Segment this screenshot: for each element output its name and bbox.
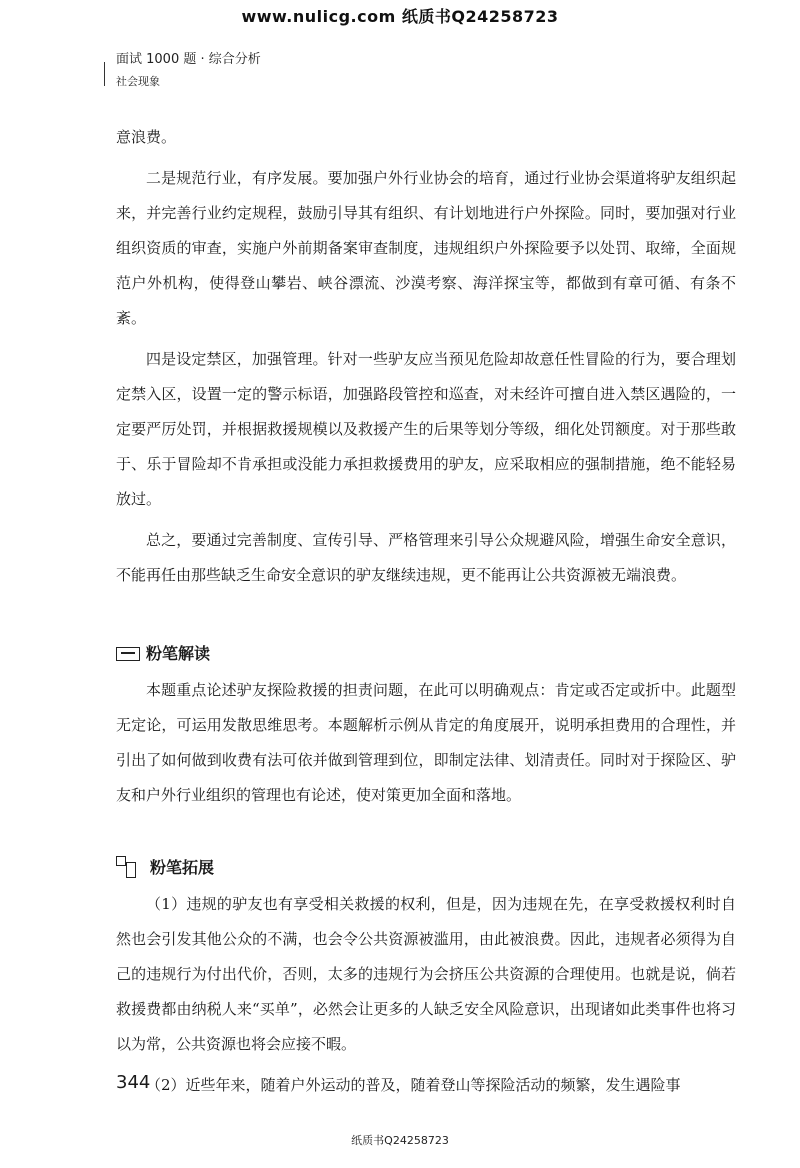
page-number: 344	[116, 1072, 151, 1093]
analysis-heading	[116, 639, 736, 669]
running-header	[116, 48, 261, 89]
book-icon	[116, 647, 140, 661]
paragraph-conclusion: 总之，要通过完善制度、宣传引导、严格管理来引导公众规避风险，增强生命安全意识，不能再任由那些缺乏生命安全意识的驴友继续违规，更不能再让公共资源被无端浪费。	[116, 531, 736, 584]
extension-title: 粉笔拓展	[150, 858, 215, 877]
section-label: 社会现象	[116, 75, 160, 88]
book-title: 面试 1000 题 · 综合分析	[116, 52, 261, 67]
analysis-title: 粉笔解读	[146, 644, 211, 663]
analysis-paragraph: 本题重点论述驴友探险救援的担责问题，在此可以明确观点：肯定或否定或折中。此题型无定论，可运用发散思维思考。本题解析示例从肯定的角度展开，说明承担费用的合理性，并引出了如何做到收费有法可依并做到管理到位，即制定法律、划清责任。同时对于探险区、驴友和户外行业组织的管理也有论述，使对策更加全面和落地。	[116, 681, 736, 804]
bottom-watermark: 纸质书Q24258723	[351, 1134, 449, 1147]
continuation-text: 意浪费。	[116, 128, 177, 146]
extension-item-2: （2）近些年来，随着户外运动的普及，随着登山等探险活动的频繁，发生遇险事	[146, 1076, 681, 1094]
page-content	[116, 120, 736, 1109]
grid-icon	[116, 856, 136, 880]
extension-item-1: （1）违规的驴友也有享受相关救援的权利，但是，因为违规在先，在享受救援权利时自然也会引发其他公众的不满，也会令公共资源被滥用，由此被浪费。因此，违规者必须得为自己的违规行为付出代价，否则，太多的违规行为会挤压公共资源的合理使用。也就是说，倘若救援费都由纳税人来“买单”，必然会让更多的人缺乏安全风险意识，出现诸如此类事件也将习以为常，公共资源也将会应接不暇。	[116, 895, 736, 1053]
paragraph-restricted-zones: 四是设定禁区，加强管理。针对一些驴友应当预见危险却故意任性冒险的行为，要合理划定禁入区，设置一定的警示标语，加强路段管控和巡查，对未经许可擅自进入禁区遇险的，一定要严厉处罚，并根据救援规模以及救援产生的后果等划分等级，细化处罚额度。对于那些敢于、乐于冒险却不肯承担或没能力承担救援费用的驴友，应采取相应的强制措施，绝不能轻易放过。	[116, 350, 736, 508]
header-divider	[104, 62, 105, 86]
paragraph-regulate-industry: 二是规范行业，有序发展。要加强户外行业协会的培育，通过行业协会渠道将驴友组织起来，并完善行业约定规程，鼓励引导其有组织、有计划地进行户外探险。同时，要加强对行业组织资质的审查，实施户外前期备案审查制度，违规组织户外探险要予以处罚、取缔，全面规范户外机构，使得登山攀岩、峡谷漂流、沙漠考察、海洋探宝等，都做到有章可循、有条不紊。	[116, 169, 736, 327]
extension-heading	[116, 853, 736, 883]
top-watermark: www.nulicg.com 纸质书Q24258723	[241, 7, 559, 26]
